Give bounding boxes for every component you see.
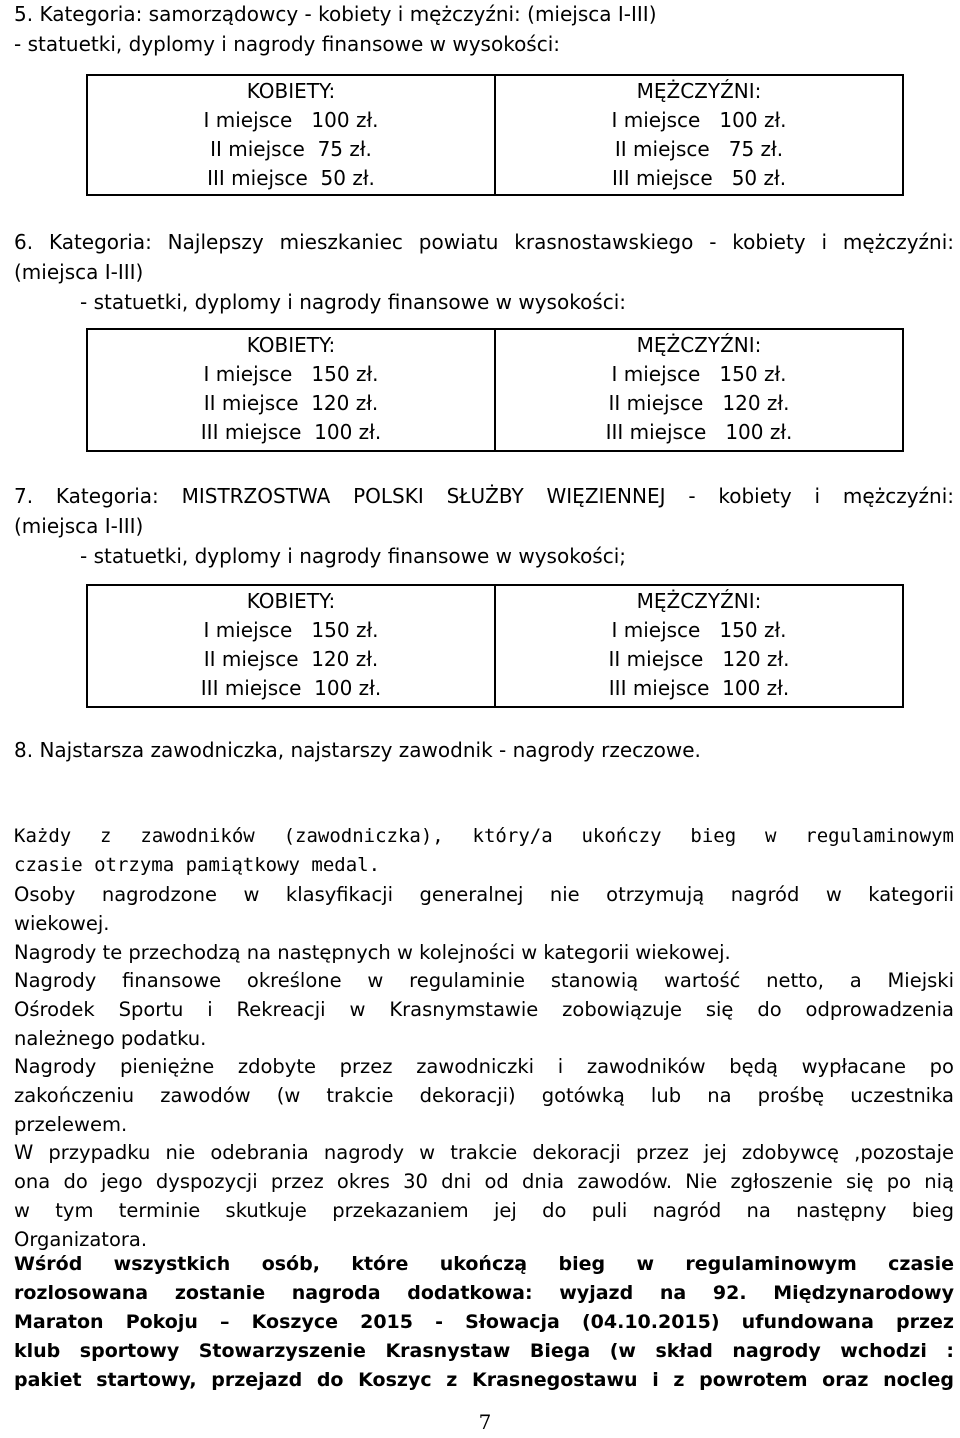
men-prize-2: II miejsce 120 zł. <box>608 647 790 671</box>
lottery-note <box>14 1250 954 1395</box>
tax-note <box>14 966 954 1053</box>
men-column <box>494 76 902 194</box>
men-prize-2: II miejsce 120 zł. <box>608 391 790 415</box>
general-note-line-2: wiekowej. <box>14 912 110 935</box>
men-prize-3: III miejsce 50 zł. <box>611 166 787 190</box>
payout-note-line-2: zakończeniu zawodów (w trakcie dekoracji) gotówką lub na prośbę uczestnika <box>14 1084 954 1107</box>
women-prize-1: I miejsce 150 zł. <box>203 362 379 386</box>
tax-note-line-2: Ośrodek Sportu i Rekreacji w Krasnymstawie zobowiązuje się do odprowadzenia <box>14 998 954 1021</box>
section-5-heading: 5. Kategoria: samorządowcy - kobiety i mężczyźni: (miejsca I-III) <box>14 2 657 26</box>
men-prize-1: I miejsce 150 zł. <box>611 618 787 642</box>
men-prize-1: I miejsce 100 zł. <box>611 108 787 132</box>
section-5-prize-table <box>86 74 904 196</box>
women-header: KOBIETY: <box>246 589 336 613</box>
section-7-heading-cont: (miejsca I-III) <box>14 514 144 538</box>
payout-note-line-1: Nagrody pieniężne zdobyte przez zawodniczki i zawodników będą wypłacane po <box>14 1055 954 1078</box>
general-note-line-1: Osoby nagrodzone w klasyfikacji generalnej nie otrzymują nagród w kategorii <box>14 883 954 906</box>
women-prize-1: I miejsce 150 zł. <box>203 618 379 642</box>
lottery-note-line-2: rozlosowana zostanie nagroda dodatkowa: wyjazd na 92. Międzynarodowy <box>14 1282 954 1304</box>
transfer-note-line-1: Nagrody te przechodzą na następnych w kolejności w kategorii wiekowej. <box>14 941 731 964</box>
women-column <box>88 586 494 706</box>
women-prize-2: II miejsce 120 zł. <box>203 647 379 671</box>
tax-note-line-1: Nagrody finansowe określone w regulaminie stanowią wartość netto, a Miejski <box>14 969 954 992</box>
medal-note-line-2: czasie otrzyma pamiątkowy medal. <box>14 854 381 876</box>
unclaimed-prize-note <box>14 1138 954 1254</box>
lottery-note-line-4: klub sportowy Stowarzyszenie Krasnystaw Biega (w skład nagrody wchodzi : <box>14 1340 954 1362</box>
women-column <box>88 76 494 194</box>
tax-note-line-3: należnego podatku. <box>14 1027 207 1050</box>
men-prize-3: III miejsce 100 zł. <box>608 676 790 700</box>
women-prize-1: I miejsce 100 zł. <box>203 108 379 132</box>
section-6-prize-table <box>86 328 904 452</box>
section-7-prize-table <box>86 584 904 708</box>
payout-note-line-3: przelewem. <box>14 1113 128 1136</box>
section-7-heading: 7. Kategoria: MISTRZOSTWA POLSKI SŁUŻBY WIĘZIENNEJ - kobiety i mężczyźni: <box>14 484 954 508</box>
men-column <box>494 330 902 450</box>
medal-note-line-1: Każdy z zawodników (zawodniczka), który/a ukończy bieg w regulaminowym <box>14 825 954 847</box>
men-prize-1: I miejsce 150 zł. <box>611 362 787 386</box>
section-8-heading: 8. Najstarsza zawodniczka, najstarszy zawodnik - nagrody rzeczowe. <box>14 738 701 762</box>
women-prize-3: III miejsce 100 zł. <box>200 676 382 700</box>
women-prize-3: III miejsce 50 zł. <box>207 166 375 190</box>
men-prize-3: III miejsce 100 zł. <box>605 420 793 444</box>
general-classification-note <box>14 880 954 938</box>
women-header: KOBIETY: <box>246 333 336 357</box>
women-header: KOBIETY: <box>246 79 336 103</box>
women-prize-2: II miejsce 75 zł. <box>210 137 372 161</box>
section-6-heading: 6. Kategoria: Najlepszy mieszkaniec powiatu krasnostawskiego - kobiety i mężczyźni: <box>14 230 954 254</box>
men-column <box>494 586 902 706</box>
section-7-subheading: - statuetki, dyplomy i nagrody finansowe w wysokości; <box>80 544 627 568</box>
section-6-heading-cont: (miejsca I-III) <box>14 260 144 284</box>
page-number: 7 <box>478 1410 492 1434</box>
lottery-note-line-3: Maraton Pokoju – Koszyce 2015 - Słowacja (04.10.2015) ufundowana przez <box>14 1311 954 1333</box>
men-header: MĘŻCZYŹNI: <box>636 333 762 357</box>
unclaimed-note-line-1: W przypadku nie odebrania nagrody w trakcie dekoracji przez jej zdobywcę ,pozostaje <box>14 1141 954 1164</box>
women-prize-2: II miejsce 120 zł. <box>203 391 379 415</box>
women-prize-3: III miejsce 100 zł. <box>200 420 382 444</box>
men-header: MĘŻCZYŹNI: <box>636 589 762 613</box>
transfer-note <box>14 938 954 967</box>
men-prize-2: II miejsce 75 zł. <box>614 137 784 161</box>
unclaimed-note-line-3: w tym terminie skutkuje przekazaniem jej do puli nagród na następny bieg <box>14 1199 954 1222</box>
payout-note <box>14 1052 954 1139</box>
lottery-note-line-1: Wśród wszystkich osób, które ukończą bieg w regulaminowym czasie <box>14 1253 954 1275</box>
men-header: MĘŻCZYŹNI: <box>636 79 762 103</box>
women-column <box>88 330 494 450</box>
medal-note <box>14 822 954 880</box>
section-5-subheading: - statuetki, dyplomy i nagrody finansowe w wysokości: <box>14 32 561 56</box>
unclaimed-note-line-4: Organizatora. <box>14 1228 148 1251</box>
section-6-subheading: - statuetki, dyplomy i nagrody finansowe w wysokości: <box>80 290 627 314</box>
unclaimed-note-line-2: ona do jego dyspozycji przez okres 30 dni od dnia zawodów. Nie zgłoszenie się po nią <box>14 1170 954 1193</box>
lottery-note-line-5: pakiet startowy, przejazd do Koszyc z Krasnegostawu i z powrotem oraz nocleg <box>14 1369 954 1391</box>
